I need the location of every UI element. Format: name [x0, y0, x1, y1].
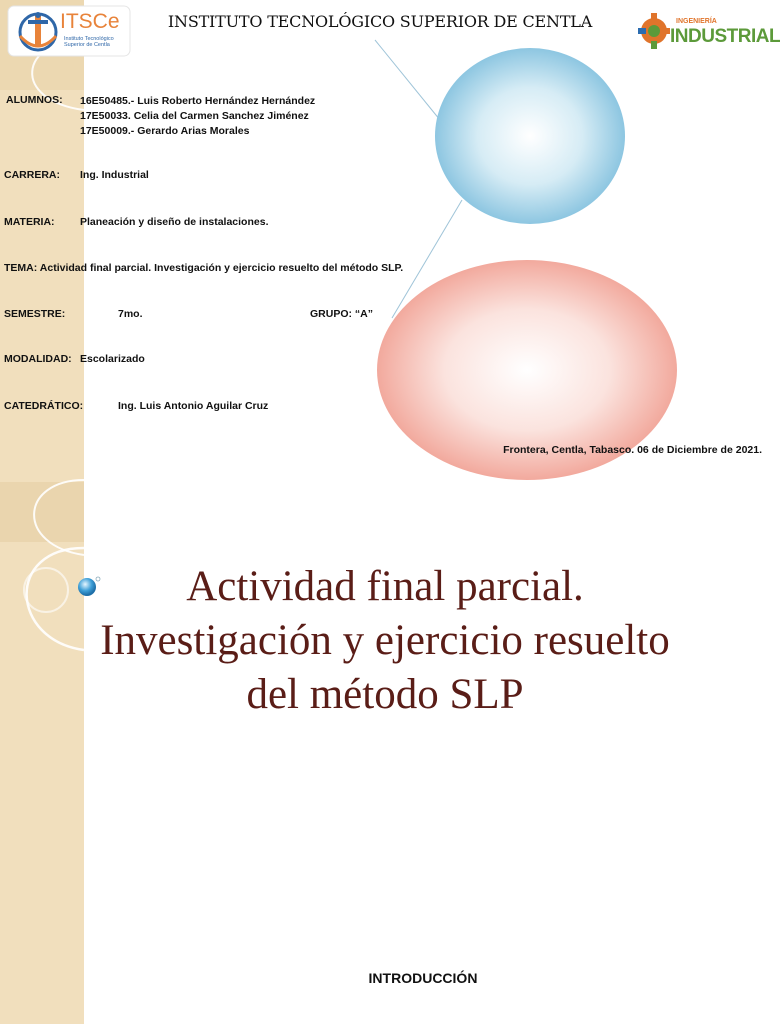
materia-label: MATERIA: — [4, 216, 55, 228]
semestre-value: 7mo. — [118, 308, 143, 320]
modalidad-label: MODALIDAD: — [4, 353, 72, 365]
carrera-value: Ing. Industrial — [80, 169, 149, 181]
catedratico-value: Ing. Luis Antonio Aguilar Cruz — [118, 400, 269, 412]
blue-ellipse — [435, 48, 625, 224]
slide-title — [60, 560, 710, 722]
student-name: 17E50033. Celia del Carmen Sanchez Jiménez — [80, 110, 309, 122]
student-name: 16E50485.- Luis Roberto Hernández Hernández — [80, 95, 316, 107]
student-name: 17E50009.- Gerardo Arias Morales — [80, 125, 250, 137]
logo-main-text: INDUSTRIAL — [670, 26, 780, 47]
location-date: Frontera, Centla, Tabasco. 06 de Diciembre de 2021. — [503, 444, 762, 456]
materia-value: Planeación y diseño de instalaciones. — [80, 216, 269, 228]
carrera-label: CARRERA: — [4, 169, 60, 181]
institution-title: INSTITUTO TECNOLÓGICO SUPERIOR DE CENTLA — [167, 12, 593, 31]
itsce-logo-subtext: Instituto Tecnológico Superior de Centla — [64, 36, 114, 48]
slide-title-line: del método SLP — [246, 671, 524, 718]
introduction-heading: INTRODUCCIÓN — [368, 970, 478, 986]
slide-title-line: Investigación y ejercicio resuelto — [100, 617, 670, 664]
itsce-logo-text: ITSCe — [60, 10, 120, 33]
grupo-value: GRUPO: “A” — [310, 308, 373, 320]
alumnos-label: ALUMNOS: — [6, 94, 63, 106]
catedratico-label: CATEDRÁTICO: — [4, 400, 84, 412]
semestre-label: SEMESTRE: — [4, 308, 66, 320]
logo-small-text: INGENIERÍA — [676, 18, 717, 25]
modalidad-value: Escolarizado — [80, 353, 145, 365]
slide-title-line: Actividad final parcial. — [186, 563, 584, 610]
alumnos-list — [80, 94, 315, 139]
tema-line: TEMA: Actividad final parcial. Investigación y ejercicio resuelto del método SLP. — [4, 262, 404, 274]
